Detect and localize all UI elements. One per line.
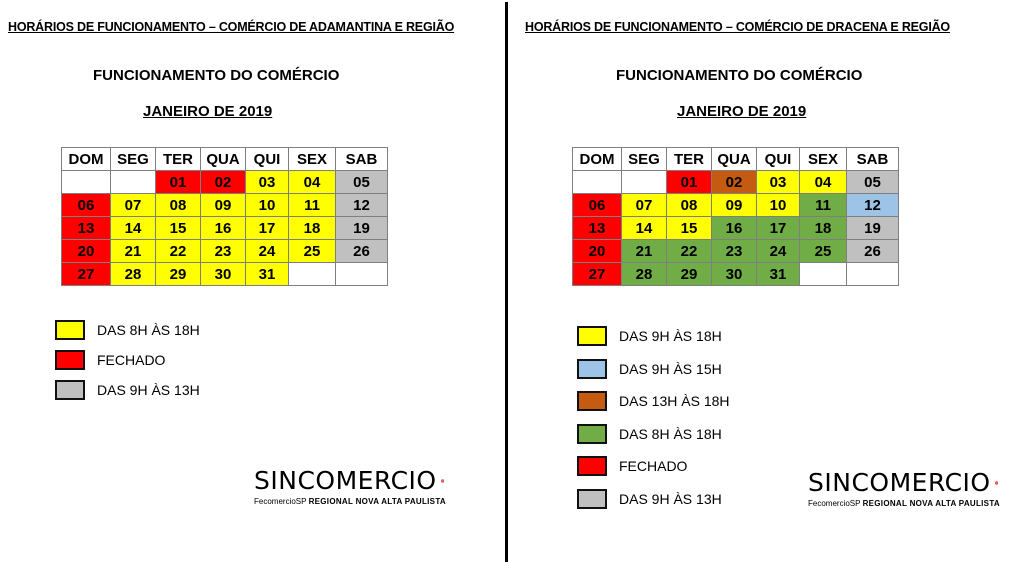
calendar-day-cell: 26 [847, 240, 899, 263]
calendar-day-cell: 30 [201, 263, 246, 286]
legend-label: DAS 13H ÀS 18H [619, 393, 730, 409]
weekday-header: QUA [712, 148, 757, 171]
weekday-header: TER [667, 148, 712, 171]
weekday-header: SEG [622, 148, 667, 171]
calendar-day-cell: 12 [336, 194, 388, 217]
calendar-day-cell: 12 [847, 194, 899, 217]
calendar-day-cell: 13 [573, 217, 622, 240]
legend-label: DAS 8H ÀS 18H [97, 322, 200, 338]
calendar-day-cell: 25 [800, 240, 847, 263]
calendar-week-row [62, 217, 388, 240]
calendar-day-cell: 16 [712, 217, 757, 240]
legend-item [55, 378, 200, 402]
calendar-day-cell: 18 [289, 217, 336, 240]
calendar-day-cell: 07 [111, 194, 156, 217]
calendar-day-cell: 07 [622, 194, 667, 217]
logo-wordmark: SINCOMERCIO [254, 466, 437, 495]
sincomercio-emblem-icon [995, 469, 998, 497]
calendar-day-cell: 02 [201, 171, 246, 194]
legend-swatch [55, 350, 85, 370]
legend-item [55, 348, 165, 372]
month-title: JANEIRO DE 2019 [677, 103, 807, 120]
legend-label: FECHADO [619, 458, 688, 474]
logo-subtitle: FecomercioSP REGIONAL NOVA ALTA PAULISTA [254, 497, 446, 506]
calendar-week-row [573, 194, 899, 217]
calendar-day-cell: 23 [712, 240, 757, 263]
legend-label: DAS 9H ÀS 15H [619, 360, 722, 377]
weekday-header: QUI [757, 148, 800, 171]
calendar-day-cell: 18 [800, 217, 847, 240]
legend-item [577, 324, 722, 348]
calendar-day-cell: 27 [62, 263, 111, 286]
calendar-empty-cell [622, 171, 667, 194]
legend-item [577, 487, 722, 511]
calendar-day-cell: 08 [156, 194, 201, 217]
dracena-panel [510, 0, 1024, 562]
calendar-week-row [62, 240, 388, 263]
legend-label: DAS 8H ÀS 18H [619, 425, 722, 442]
calendar-week-row [62, 171, 388, 194]
calendar-empty-cell [800, 263, 847, 286]
adamantina-panel [0, 0, 505, 562]
legend-label: FECHADO [97, 352, 166, 368]
legend-swatch [55, 380, 85, 400]
legend-label: DAS 9H ÀS 13H [97, 382, 200, 398]
calendar-day-cell: 27 [573, 263, 622, 286]
calendar-day-cell: 24 [246, 240, 289, 263]
calendar-day-cell: 17 [246, 217, 289, 240]
calendar-day-cell: 01 [156, 171, 201, 194]
calendar-day-cell: 06 [573, 194, 622, 217]
calendar-day-cell: 15 [667, 217, 712, 240]
logo-wordmark: SINCOMERCIO [808, 468, 991, 497]
month-title: JANEIRO DE 2019 [143, 103, 273, 120]
calendar-day-cell: 20 [573, 240, 622, 263]
legend-item [577, 389, 730, 413]
calendar-day-cell: 08 [667, 194, 712, 217]
weekday-header: TER [156, 148, 201, 171]
calendar-day-cell: 22 [156, 240, 201, 263]
legend-swatch [577, 456, 607, 476]
calendar-day-cell: 11 [800, 194, 847, 217]
calendar-day-cell: 23 [201, 240, 246, 263]
panel-header: HORÁRIOS DE FUNCIONAMENTO – COMÉRCIO DE DRACENA E REGIÃO [525, 20, 950, 34]
calendar-table [572, 147, 899, 286]
weekday-header-row [62, 148, 388, 171]
calendar-day-cell: 24 [757, 240, 800, 263]
calendar-day-cell: 09 [201, 194, 246, 217]
calendar-day-cell: 29 [156, 263, 201, 286]
calendar-day-cell: 31 [757, 263, 800, 286]
calendar-day-cell: 30 [712, 263, 757, 286]
calendar-empty-cell [289, 263, 336, 286]
weekday-header: SEX [800, 148, 847, 171]
calendar-empty-cell [336, 263, 388, 286]
legend-label: DAS 9H ÀS 18H [619, 328, 722, 344]
sincomercio-logo [254, 466, 444, 506]
legend-item [577, 357, 722, 381]
calendar-day-cell: 05 [847, 171, 899, 194]
calendar-week-row [573, 240, 899, 263]
panel-header: HORÁRIOS DE FUNCIONAMENTO – COMÉRCIO DE ADAMANTINA E REGIÃO [8, 20, 455, 34]
weekday-header: SAB [336, 148, 388, 171]
calendar-day-cell: 10 [246, 194, 289, 217]
calendar-day-cell: 09 [712, 194, 757, 217]
calendar-day-cell: 04 [289, 171, 336, 194]
calendar-week-row [573, 263, 899, 286]
sincomercio-logo [808, 468, 998, 508]
calendar-day-cell: 15 [156, 217, 201, 240]
legend-item [577, 454, 687, 478]
calendar-day-cell: 19 [336, 217, 388, 240]
calendar-day-cell: 05 [336, 171, 388, 194]
calendar-day-cell: 14 [111, 217, 156, 240]
weekday-header: QUI [246, 148, 289, 171]
legend-item [55, 318, 200, 342]
weekday-header-row [573, 148, 899, 171]
calendar-day-cell: 31 [246, 263, 289, 286]
calendar-day-cell: 25 [289, 240, 336, 263]
calendar-empty-cell [111, 171, 156, 194]
calendar-empty-cell [847, 263, 899, 286]
page-title: FUNCIONAMENTO DO COMÉRCIO [616, 67, 863, 84]
calendar-day-cell: 11 [289, 194, 336, 217]
page-title: FUNCIONAMENTO DO COMÉRCIO [93, 67, 340, 84]
calendar-day-cell: 16 [201, 217, 246, 240]
weekday-header: QUA [201, 148, 246, 171]
calendar-day-cell: 03 [757, 171, 800, 194]
calendar-day-cell: 01 [667, 171, 712, 194]
sincomercio-emblem-icon [441, 467, 444, 495]
weekday-header: SEX [289, 148, 336, 171]
calendar-day-cell: 03 [246, 171, 289, 194]
calendar-day-cell: 26 [336, 240, 388, 263]
legend-swatch [577, 326, 607, 346]
calendar-day-cell: 29 [667, 263, 712, 286]
calendar-day-cell: 10 [757, 194, 800, 217]
calendar-day-cell: 02 [712, 171, 757, 194]
legend-swatch [577, 391, 607, 411]
legend-label: DAS 9H ÀS 13H [619, 490, 722, 507]
calendar-empty-cell [62, 171, 111, 194]
calendar-day-cell: 22 [667, 240, 712, 263]
calendar-week-row [573, 217, 899, 240]
calendar-day-cell: 28 [622, 263, 667, 286]
calendar-day-cell: 19 [847, 217, 899, 240]
calendar-day-cell: 14 [622, 217, 667, 240]
calendar-day-cell: 28 [111, 263, 156, 286]
calendar-day-cell: 04 [800, 171, 847, 194]
legend-swatch [55, 320, 85, 340]
calendar-day-cell: 20 [62, 240, 111, 263]
calendar-day-cell: 17 [757, 217, 800, 240]
weekday-header: DOM [573, 148, 622, 171]
calendar-day-cell: 21 [622, 240, 667, 263]
calendar-empty-cell [573, 171, 622, 194]
calendar-day-cell: 21 [111, 240, 156, 263]
calendar-day-cell: 06 [62, 194, 111, 217]
legend-swatch [577, 424, 607, 444]
calendar-day-cell: 13 [62, 217, 111, 240]
weekday-header: SAB [847, 148, 899, 171]
calendar-week-row [62, 263, 388, 286]
logo-subtitle: FecomercioSP REGIONAL NOVA ALTA PAULISTA [808, 499, 1000, 508]
vertical-divider [505, 2, 508, 562]
calendar-week-row [573, 171, 899, 194]
legend-item [577, 422, 722, 446]
calendar-week-row [62, 194, 388, 217]
weekday-header: DOM [62, 148, 111, 171]
legend-swatch [577, 359, 607, 379]
legend-swatch [577, 489, 607, 509]
weekday-header: SEG [111, 148, 156, 171]
calendar-table [61, 147, 388, 286]
